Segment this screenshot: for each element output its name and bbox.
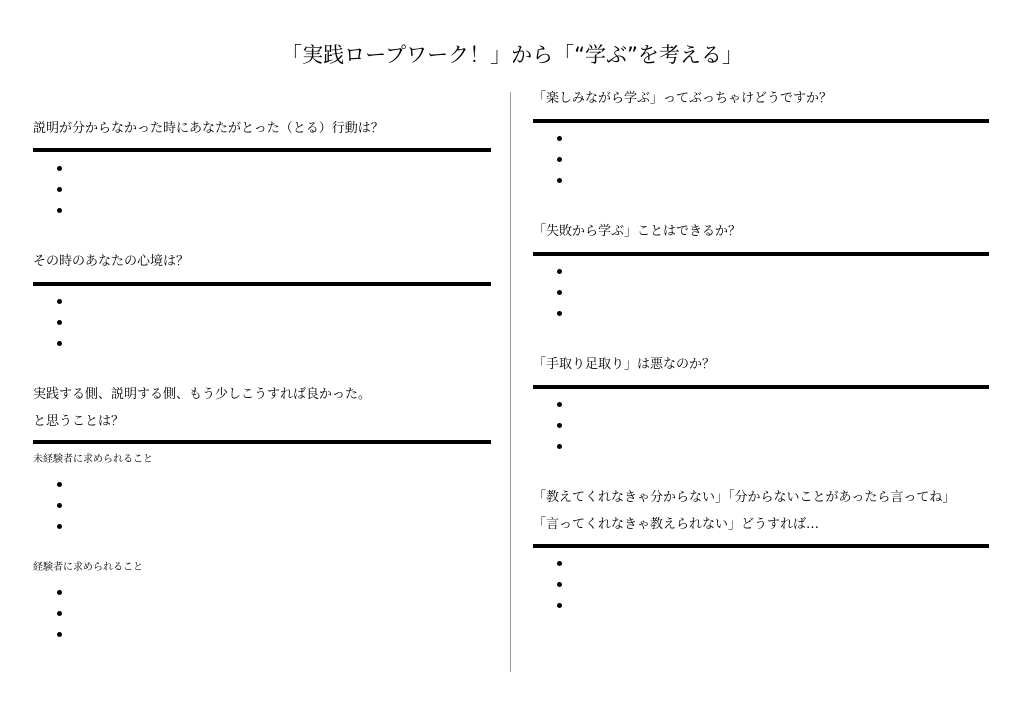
question-communication-line1: 「教えてくれなきゃ分からない」「分からないことがあったら言ってね」 xyxy=(533,490,956,505)
question-section-improvement xyxy=(33,386,491,645)
question-section-action xyxy=(33,120,491,221)
answer-bullet[interactable] xyxy=(533,436,989,457)
question-fun-learning: 「楽しみながら学ぶ」ってぶっちゃけどうですか？ xyxy=(533,91,833,106)
answer-bullet[interactable] xyxy=(33,495,491,516)
answer-list xyxy=(33,158,491,221)
answer-rule xyxy=(33,148,491,152)
answer-bullet[interactable] xyxy=(33,158,491,179)
question-improvement-line2: と思うことは？ xyxy=(33,414,125,429)
question-action: 説明が分からなかった時にあなたがとった（とる）行動は？ xyxy=(33,121,384,136)
answer-list xyxy=(533,394,989,457)
answer-bullet[interactable] xyxy=(33,624,491,645)
question-feeling: その時のあなたの心境は？ xyxy=(33,254,190,269)
question-section-failure xyxy=(533,223,989,324)
answer-rule xyxy=(533,252,989,256)
subheading-experienced: 経験者に求められること xyxy=(33,562,143,573)
answer-list-beginners xyxy=(33,474,491,537)
answer-list xyxy=(533,553,989,616)
answer-list xyxy=(33,291,491,354)
answer-bullet[interactable] xyxy=(33,200,491,221)
column-divider xyxy=(510,92,511,672)
answer-list xyxy=(533,261,989,324)
answer-bullet[interactable] xyxy=(33,603,491,624)
question-improvement-line1: 実践する側、説明する側、もう少しこうすれば良かった。 xyxy=(33,387,372,402)
answer-bullet[interactable] xyxy=(533,282,989,303)
answer-rule xyxy=(533,119,989,123)
answer-bullet[interactable] xyxy=(33,312,491,333)
answer-bullet[interactable] xyxy=(533,170,989,191)
answer-rule xyxy=(533,544,989,548)
question-failure: 「失敗から学ぶ」ことはできるか？ xyxy=(533,224,742,239)
answer-bullet[interactable] xyxy=(533,574,989,595)
answer-rule xyxy=(33,282,491,286)
subheading-beginners: 未経験者に求められること xyxy=(33,454,153,465)
answer-bullet[interactable] xyxy=(33,179,491,200)
answer-bullet[interactable] xyxy=(533,303,989,324)
answer-bullet[interactable] xyxy=(533,128,989,149)
answer-rule xyxy=(33,440,491,444)
answer-bullet[interactable] xyxy=(33,333,491,354)
answer-bullet[interactable] xyxy=(533,149,989,170)
answer-bullet[interactable] xyxy=(33,291,491,312)
answer-list-experienced xyxy=(33,582,491,645)
worksheet-title: 「実践ロープワーク！」から「“学ぶ”を考える」 xyxy=(281,43,743,67)
answer-bullet[interactable] xyxy=(33,474,491,495)
answer-bullet[interactable] xyxy=(533,415,989,436)
question-handholding: 「手取り足取り」は悪なのか？ xyxy=(533,357,716,372)
question-section-handholding xyxy=(533,356,989,457)
question-section-feeling xyxy=(33,253,491,354)
answer-bullet[interactable] xyxy=(33,516,491,537)
question-section-communication xyxy=(533,489,989,616)
answer-bullet[interactable] xyxy=(533,261,989,282)
question-communication-line2: 「言ってくれなきゃ教えられない」どうすれば… xyxy=(533,517,820,532)
question-section-fun-learning xyxy=(533,90,989,191)
answer-rule xyxy=(533,385,989,389)
answer-bullet[interactable] xyxy=(533,595,989,616)
answer-bullet[interactable] xyxy=(533,553,989,574)
answer-list xyxy=(533,128,989,191)
answer-bullet[interactable] xyxy=(33,582,491,603)
answer-bullet[interactable] xyxy=(533,394,989,415)
